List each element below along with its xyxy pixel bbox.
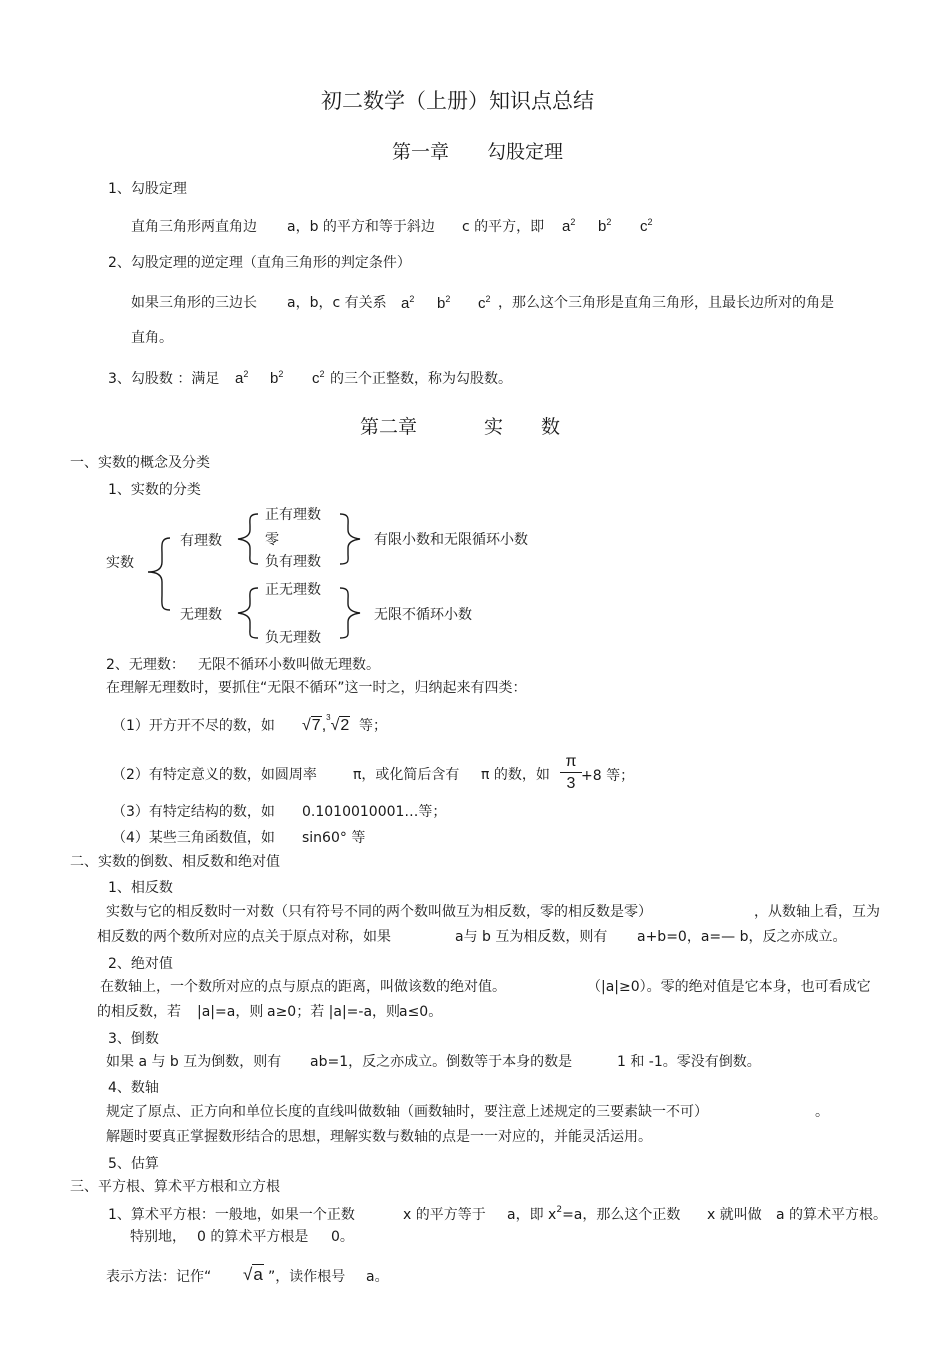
p2-s4-title: 4、数轴 [108,1080,159,1096]
kind-1-radicals: √7,$^3$√2 [302,713,350,734]
part-1-title: 一、实数的概念及分类 [70,455,210,471]
p1-s2-a: 2、无理数： [106,657,185,673]
p3-s1-l: a。 [366,1269,389,1285]
p2-s1-line1: 实数与它的相反数时一对数（只有符号不同的两个数叫做互为相反数，零的相反数是零） [106,904,652,920]
p2-s5-title: 5、估算 [108,1156,159,1172]
fraction-numerator: π [560,752,582,773]
ch1-s3-formula-b: $b^2$ [270,369,284,387]
fraction-denominator: 3 [566,775,576,792]
kind-3-b: 0.1010010001…等； [302,804,447,820]
tree-rational: 有理数 [180,533,222,549]
p2-s3-line1b: ab=1，反之亦成立。倒数等于本身的数是 [310,1054,573,1070]
chapter-1-heading: 第一章 勾股定理 [392,141,564,163]
p2-s3-line1c: 1 和 -1。零没有倒数。 [617,1054,761,1070]
ch1-s2-formula-b: $b^2$ [437,294,451,312]
kind-2-c: π 的数，如 [481,767,550,783]
sqrt-a: √a [243,1265,263,1284]
ch1-s1-formula-b: $b^2$ [598,217,612,235]
p2-s2-line2b: |a|=a，则 [197,1004,264,1020]
ch1-s3-formula-a: $a^2$ [235,369,249,387]
chapter-2-heading-a: 第二章 [360,416,418,438]
kind-2-d: +8 等； [581,768,635,784]
p3-s1-g: 特别地， [130,1229,186,1245]
ch1-s3-text-b: 的三个正整数，称为勾股数。 [330,371,512,387]
tree-r2: 零 [265,532,279,548]
ch1-s1-formula-a: $a^2$ [562,217,576,235]
pi-over-3-fraction [560,752,582,795]
kind-4-a: （4）某些三角函数值，如 [112,830,275,846]
ch1-section-2-title: 2、勾股定理的逆定理（直角三角形的判定条件） [108,255,411,271]
p2-s1-line1b: ，从数轴上看，互为 [754,904,880,920]
ch1-s3-formula-c: $c^2$ [312,369,325,387]
part-3-title: 三、平方根、算术平方根和立方根 [70,1179,280,1195]
p2-s1-line2c: a+b=0，a=— b，反之亦成立。 [637,929,847,945]
tree-root: 实数 [106,555,134,571]
page-title: 初二数学（上册）知识点总结 [321,89,594,113]
p3-s1-b: x 的平方等于 [403,1207,486,1223]
ch1-s2-text-b: a，b，c 有关系 [287,295,387,311]
p2-s3-title: 3、倒数 [108,1031,159,1047]
irrational-right-brace [336,582,366,644]
p3-s1-f: a 的算术平方根。 [776,1207,888,1223]
p3-s1-a: 1、算术平方根：一般地，如果一个正数 [108,1207,355,1223]
kind-2-a: （2）有特定意义的数，如圆周率 [112,767,317,783]
p1-s2-c: 在理解无理数时，要抓住“无限不循环”这一时之，归纳起来有四类： [106,680,527,696]
kind-2-b: π，或化简后含有 [353,767,460,783]
part-1-section-1-title: 1、实数的分类 [108,482,201,498]
p2-s2-line1b: （|a|≥0）。零的绝对值是它本身，也可看成它 [587,979,871,995]
kind-4-b: sin60° 等 [302,830,366,846]
ch1-s2-formula-c: $c^2$ [478,294,491,312]
p2-s4-line1: 规定了原点、正方向和单位长度的直线叫做数轴（画数轴时，要注意上述规定的三要素缺一不可） [106,1104,708,1120]
ch1-s1-formula-c: $c^2$ [640,217,653,235]
chapter-2-heading-b: 实 [484,416,504,438]
ch1-s2-text-d: 直角。 [131,330,173,346]
tree-i2: 负无理数 [265,630,321,646]
p2-s2-line2a: 的相反数，若 [97,1004,181,1020]
tree-r3: 负有理数 [265,554,321,570]
p3-s1-h: 0 的算术平方根是 [197,1229,309,1245]
irrational-left-brace [228,582,264,644]
p2-s2-line2c: a≥0；若 |a|=-a，则 [267,1004,401,1020]
rational-right-brace [336,508,366,570]
p3-s1-e: x 就叫做 [707,1207,762,1223]
chapter-2-heading-c: 数 [541,416,561,438]
p2-s4-line2: 解题时要真正掌握数形结合的思想，理解实数与数轴的点是一一对应的，并能灵活运用。 [106,1129,652,1145]
p2-s2-line1: 在数轴上，一个数所对应的点与原点的距离，叫做该数的绝对值。 [100,979,506,995]
ch1-s1-text-b: a，b 的平方和等于斜边 [287,219,435,235]
p3-s1-c: a，即 $x^2=a$，那么这个正数 [507,1205,681,1223]
tree-r1: 正有理数 [265,507,321,523]
p2-s3-line1a: 如果 a 与 b 互为倒数，则有 [106,1054,282,1070]
ch1-s1-text-a: 直角三角形两直角边 [131,219,257,235]
kind-1-a: （1）开方开不尽的数，如 [112,718,275,734]
root-brace [140,532,178,614]
cube-root-2: $^3$√2 [326,713,350,734]
ch1-s2-text-a: 如果三角形的三边长 [131,295,257,311]
p2-s2-line2d: a≤0。 [399,1004,443,1020]
kind-3-a: （3）有特定结构的数，如 [112,804,275,820]
p2-s1-title: 1、相反数 [108,880,173,896]
ch1-section-1-title: 1、勾股定理 [108,181,187,197]
sqrt-7: √7 [302,717,321,734]
p1-s2-b: 无限不循环小数叫做无理数。 [198,657,380,673]
ch1-s3-text-a: 3、勾股数 ：满足 [108,371,220,387]
p2-s1-line2a: 相反数的两个数所对应的点关于原点对称，如果 [97,929,391,945]
ch1-s2-text-c: ，那么这个三角形是直角三角形，且最长边所对的角是 [498,295,834,311]
ch1-s1-text-c: c 的平方，即 [462,219,545,235]
p3-s1-k: ”，读作根号 [268,1269,346,1285]
tree-irrational: 无理数 [180,607,222,623]
p2-s2-title: 2、绝对值 [108,956,173,972]
p3-s1-i: 0。 [331,1229,354,1245]
tree-i-note: 无限不循环小数 [374,607,472,623]
p2-s4-line1b: 。 [815,1104,829,1120]
rational-left-brace [228,508,264,570]
p2-s1-line2b: a与 b 互为相反数，则有 [455,929,608,945]
ch1-s2-formula-a: $a^2$ [401,294,415,312]
part-2-title: 二、实数的倒数、相反数和绝对值 [70,854,280,870]
p3-s1-j: 表示方法：记作“ [106,1269,212,1285]
tree-r-note: 有限小数和无限循环小数 [374,532,528,548]
tree-i1: 正无理数 [265,582,321,598]
kind-1-b: 等； [359,718,387,734]
